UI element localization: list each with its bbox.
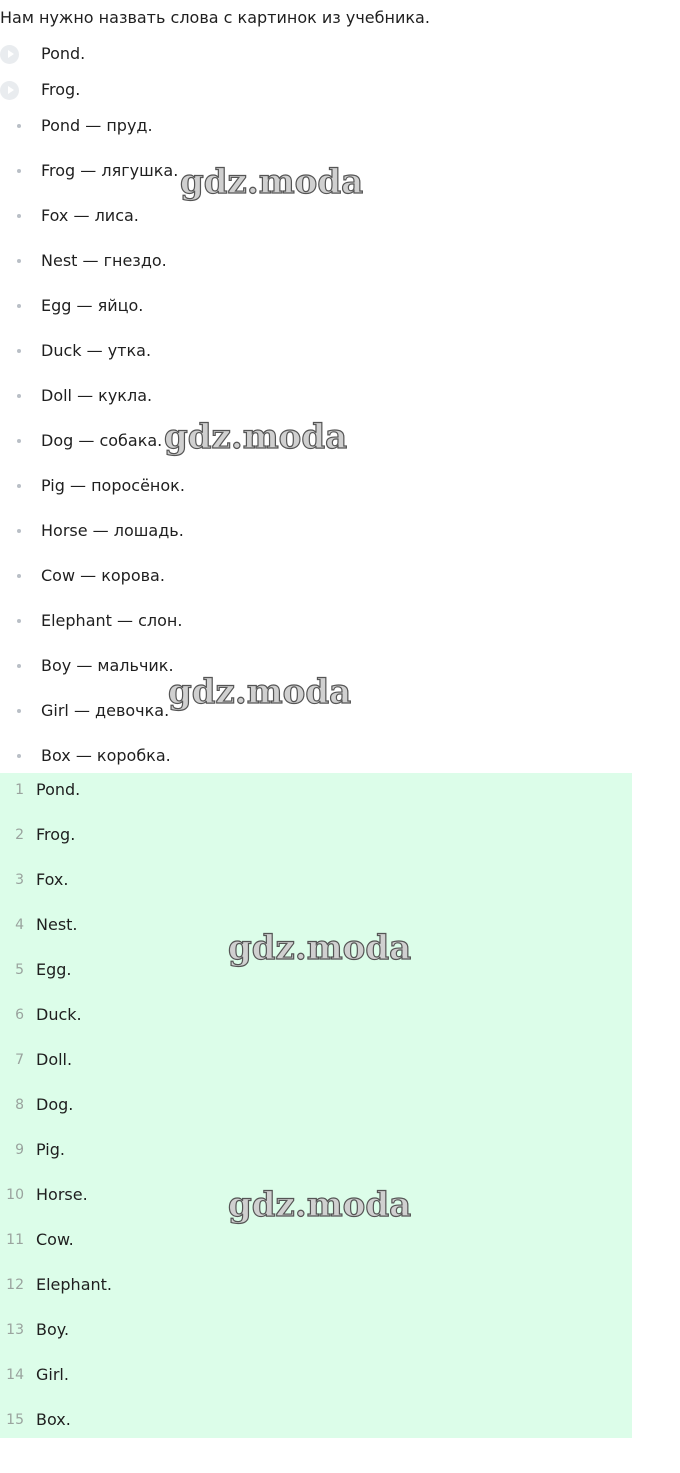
watermark-text: gdz.moda	[228, 1185, 412, 1225]
line-number: 4	[15, 917, 24, 933]
line-number: 5	[15, 962, 24, 978]
code-line	[0, 1184, 632, 1206]
line-number: 8	[15, 1097, 24, 1113]
line-text: Boy.	[36, 1320, 70, 1339]
vocabulary-text: Pond — пруд.	[41, 116, 153, 135]
bullet-icon	[17, 214, 21, 218]
line-text: Duck.	[36, 1005, 82, 1024]
bullet-icon	[17, 439, 21, 443]
watermark-text: gdz.moda	[168, 672, 352, 712]
code-line	[0, 914, 632, 936]
watermark-text: gdz.moda	[164, 417, 348, 457]
watermark-text: gdz.moda	[180, 162, 364, 202]
line-number: 1	[15, 782, 24, 798]
bullet-icon	[17, 169, 21, 173]
line-number: 12	[6, 1277, 24, 1293]
line-text: Horse.	[36, 1185, 88, 1204]
bullet-icon	[17, 349, 21, 353]
line-text: Box.	[36, 1410, 71, 1429]
audio-item-frog	[0, 79, 81, 101]
line-number: 7	[15, 1052, 24, 1068]
watermark-logo	[166, 670, 366, 714]
bullet-icon	[17, 529, 21, 533]
line-number: 15	[6, 1412, 24, 1428]
line-number: 2	[15, 827, 24, 843]
vocabulary-text: Dog — собака.	[41, 431, 163, 450]
vocabulary-text: Cow — корова.	[41, 566, 165, 585]
code-line	[0, 1049, 632, 1071]
line-text: Egg.	[36, 960, 72, 979]
code-line	[0, 1139, 632, 1161]
vocabulary-text: Frog — лягушка.	[41, 161, 179, 180]
intro-text: Нам нужно назвать слова с картинок из учебника.	[0, 8, 430, 27]
bullet-icon	[17, 709, 21, 713]
code-line	[0, 959, 632, 981]
vocabulary-text: Egg — яйцо.	[41, 296, 144, 315]
play-icon[interactable]	[0, 81, 19, 100]
vocabulary-text: Boy — мальчик.	[41, 656, 174, 675]
line-text: Frog.	[36, 825, 76, 844]
line-number: 6	[15, 1007, 24, 1023]
line-number: 13	[6, 1322, 24, 1338]
watermark-text: gdz.moda	[228, 928, 412, 968]
line-number: 3	[15, 872, 24, 888]
vocabulary-text: Girl — девочка.	[41, 701, 170, 720]
bullet-icon	[17, 259, 21, 263]
bullet-icon	[17, 619, 21, 623]
bullet-icon	[17, 664, 21, 668]
code-line	[0, 1004, 632, 1026]
line-text: Cow.	[36, 1230, 74, 1249]
code-line	[0, 779, 632, 801]
vocabulary-text: Horse — лошадь.	[41, 521, 184, 540]
code-block	[0, 773, 632, 1438]
code-line	[0, 1409, 632, 1431]
line-text: Pig.	[36, 1140, 65, 1159]
code-line	[0, 1364, 632, 1386]
code-line	[0, 1229, 632, 1251]
vocabulary-text: Doll — кукла.	[41, 386, 153, 405]
play-icon[interactable]	[0, 45, 19, 64]
vocabulary-text: Fox — лиса.	[41, 206, 139, 225]
line-text: Elephant.	[36, 1275, 112, 1294]
line-number: 11	[6, 1232, 24, 1248]
bullet-icon	[17, 574, 21, 578]
vocabulary-text: Elephant — слон.	[41, 611, 183, 630]
audio-item-pond	[0, 43, 86, 65]
line-number: 10	[6, 1187, 24, 1203]
code-line	[0, 824, 632, 846]
vocabulary-text: Nest — гнездо.	[41, 251, 167, 270]
line-text: Doll.	[36, 1050, 73, 1069]
line-text: Dog.	[36, 1095, 74, 1114]
line-number: 14	[6, 1367, 24, 1383]
code-line	[0, 1319, 632, 1341]
line-text: Girl.	[36, 1365, 69, 1384]
bullet-icon	[17, 304, 21, 308]
line-text: Nest.	[36, 915, 78, 934]
line-text: Fox.	[36, 870, 69, 889]
vocabulary-text: Box — коробка.	[41, 746, 171, 765]
code-line	[0, 1094, 632, 1116]
watermark-logo	[162, 415, 362, 459]
code-line	[0, 1274, 632, 1296]
line-number: 9	[15, 1142, 24, 1158]
code-line	[0, 869, 632, 891]
bullet-icon	[17, 124, 21, 128]
bullet-icon	[17, 484, 21, 488]
audio-word: Frog.	[41, 80, 81, 99]
bullet-icon	[17, 394, 21, 398]
vocabulary-text: Duck — утка.	[41, 341, 152, 360]
vocabulary-text: Pig — поросёнок.	[41, 476, 185, 495]
watermark-logo	[178, 160, 378, 204]
bullet-icon	[17, 754, 21, 758]
audio-word: Pond.	[41, 44, 86, 63]
line-text: Pond.	[36, 780, 81, 799]
